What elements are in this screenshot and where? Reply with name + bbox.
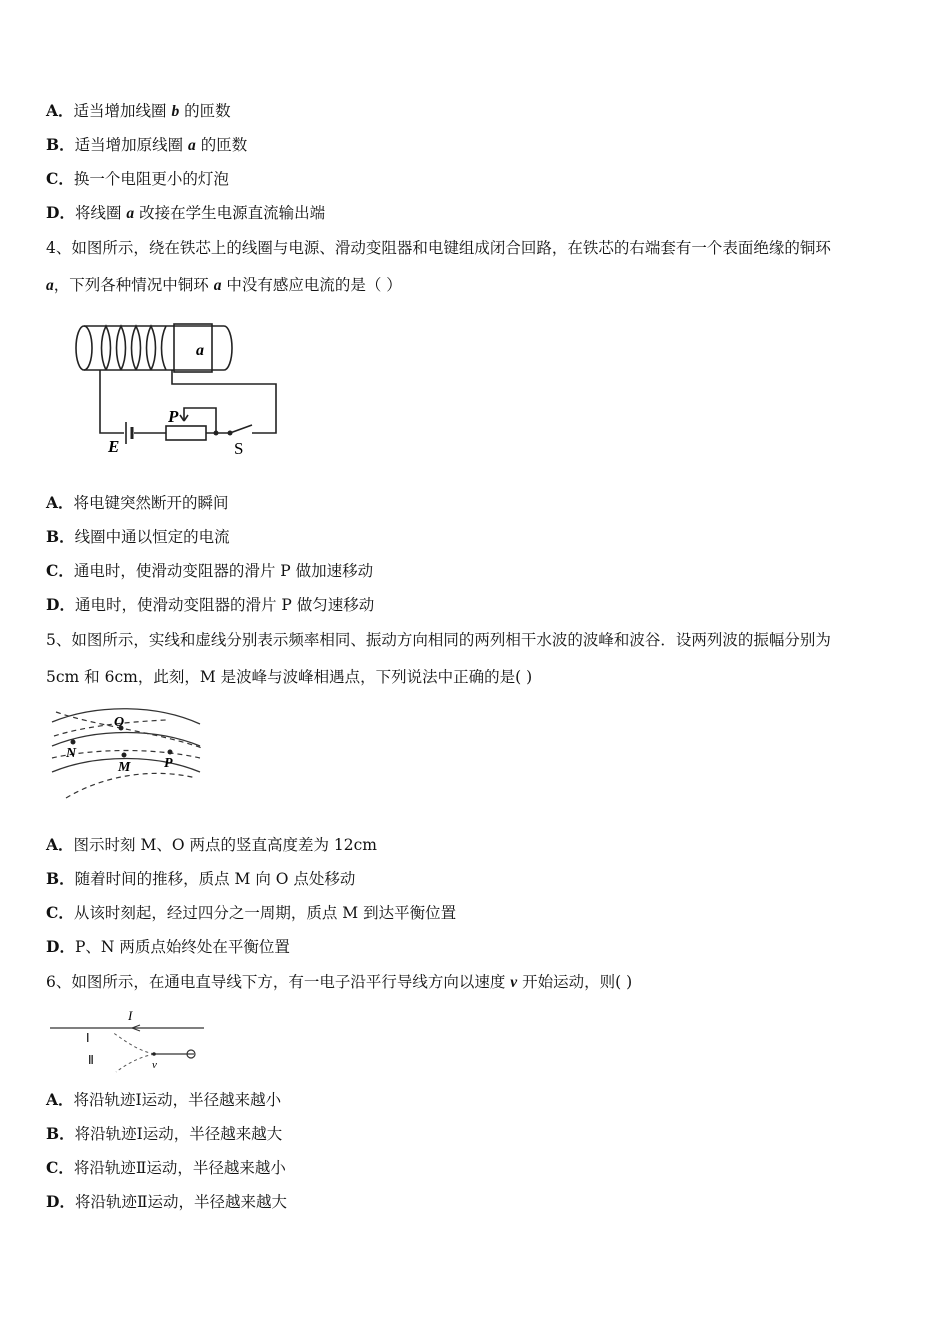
option-letter: B．: [46, 869, 75, 888]
option-text: 随着时间的推移，质点 M 向 O 点处移动: [74, 870, 356, 888]
q5-option-a: [46, 834, 377, 856]
q4-option-c: [46, 560, 373, 582]
q6-option-c: [46, 1157, 286, 1179]
option-letter: D．: [46, 1192, 75, 1211]
q4-stem-line2: [46, 274, 402, 297]
q3-option-d: [46, 202, 325, 225]
current-label: I: [128, 1008, 133, 1023]
q4-option-d: [46, 594, 374, 616]
q6-option-a: [46, 1089, 281, 1111]
option-letter: B．: [46, 135, 75, 154]
q5-stem-line2: 5cm 和 6cm，此刻，M 是波峰与波峰相遇点，下列说法中正确的是( ): [46, 668, 533, 686]
q4-option-a: [46, 492, 229, 514]
stem-variable: a: [213, 277, 222, 294]
option-text: 适当增加原线圈: [74, 136, 189, 154]
option-text: P、N 两质点始终处在平衡位置: [74, 938, 290, 956]
option-letter: B．: [46, 527, 75, 546]
battery-label: E: [108, 437, 120, 456]
option-letter: D．: [46, 937, 75, 956]
option-variable: a: [188, 137, 196, 154]
q5-option-d: [46, 936, 290, 958]
option-letter: D．: [46, 203, 75, 222]
q3-option-b: [46, 134, 247, 157]
q4-option-b: [46, 526, 230, 548]
point-m-label: M: [118, 760, 131, 775]
option-text: 图示时刻 M、O 两点的竖直高度差为 12cm: [73, 836, 377, 854]
q4-stem-line1: 4、如图所示，绕在铁芯上的线圈与电源、滑动变阻器和电键组成闭合回路，在铁芯的右端套有一个表面绝缘的铜环: [46, 239, 831, 257]
stem-text: ，下列各种情况中铜环: [53, 276, 214, 294]
option-letter: A．: [46, 835, 74, 854]
ring-label: a: [196, 342, 204, 359]
q5-option-b: [46, 868, 355, 890]
option-letter: C．: [46, 169, 74, 188]
option-text: 将沿轨迹Ⅰ运动，半径越来越小: [73, 1091, 282, 1109]
wire-electron-figure: [46, 1006, 208, 1076]
stem-variable: a: [46, 277, 54, 294]
option-variable: a: [126, 205, 135, 222]
option-text: 的匝数: [179, 102, 231, 120]
point-o-label: O: [114, 715, 125, 730]
q5-option-c: [46, 902, 456, 924]
track-i-label: Ⅰ: [86, 1031, 90, 1045]
q5-stem-line1: 5、如图所示，实线和虚线分别表示频率相同、振动方向相同的两列相干水波的波峰和波谷．设两列波的振幅分别为: [46, 631, 831, 649]
option-text: 改接在学生电源直流输出端: [134, 204, 326, 222]
option-text: 将沿轨迹Ⅱ运动，半径越来越小: [73, 1159, 286, 1177]
option-letter: A．: [46, 1090, 74, 1109]
option-text: 通电时，使滑动变阻器的滑片 P 做匀速移动: [74, 596, 375, 614]
point-n-label: N: [66, 746, 77, 761]
stem-text: 中没有感应电流的是（ ）: [221, 276, 402, 294]
q3-option-c: [46, 168, 229, 190]
slider-label: P: [168, 407, 179, 426]
option-letter: C．: [46, 1158, 74, 1177]
stem-variable: v: [510, 974, 518, 991]
option-text: 换一个电阻更小的灯泡: [73, 170, 229, 188]
point-p-label: P: [164, 756, 173, 771]
option-letter: C．: [46, 561, 74, 580]
option-letter: D．: [46, 595, 75, 614]
q6-stem: [46, 971, 632, 994]
track-ii-label: Ⅱ: [88, 1053, 94, 1067]
option-text: 的匝数: [195, 136, 248, 154]
switch-label: S: [234, 439, 244, 458]
option-text: 从该时刻起，经过四分之一周期，质点 M 到达平衡位置: [73, 904, 457, 922]
option-letter: B．: [46, 1124, 75, 1143]
velocity-label: v: [152, 1059, 157, 1071]
option-text: 适当增加线圈: [73, 102, 172, 120]
option-letter: C．: [46, 903, 74, 922]
option-letter: A．: [46, 101, 74, 120]
q6-option-d: [46, 1191, 287, 1213]
coil-circuit-figure: [66, 318, 286, 460]
wave-interference-figure: [46, 702, 206, 802]
option-letter: A．: [46, 493, 74, 512]
option-text: 将沿轨迹Ⅰ运动，半径越来越大: [74, 1125, 283, 1143]
option-text: 将沿轨迹Ⅱ运动，半径越来越大: [74, 1193, 287, 1211]
option-text: 将线圈: [74, 204, 127, 222]
option-text: 将电键突然断开的瞬间: [73, 494, 229, 512]
stem-text: 6、如图所示，在通电直导线下方，有一电子沿平行导线方向以速度: [46, 973, 511, 991]
option-text: 线圈中通以恒定的电流: [74, 528, 230, 546]
option-variable: b: [171, 103, 180, 120]
q3-option-a: [46, 100, 231, 123]
q6-option-b: [46, 1123, 282, 1145]
option-text: 通电时，使滑动变阻器的滑片 P 做加速移动: [73, 562, 374, 580]
stem-text: 开始运动，则( ): [517, 973, 633, 991]
